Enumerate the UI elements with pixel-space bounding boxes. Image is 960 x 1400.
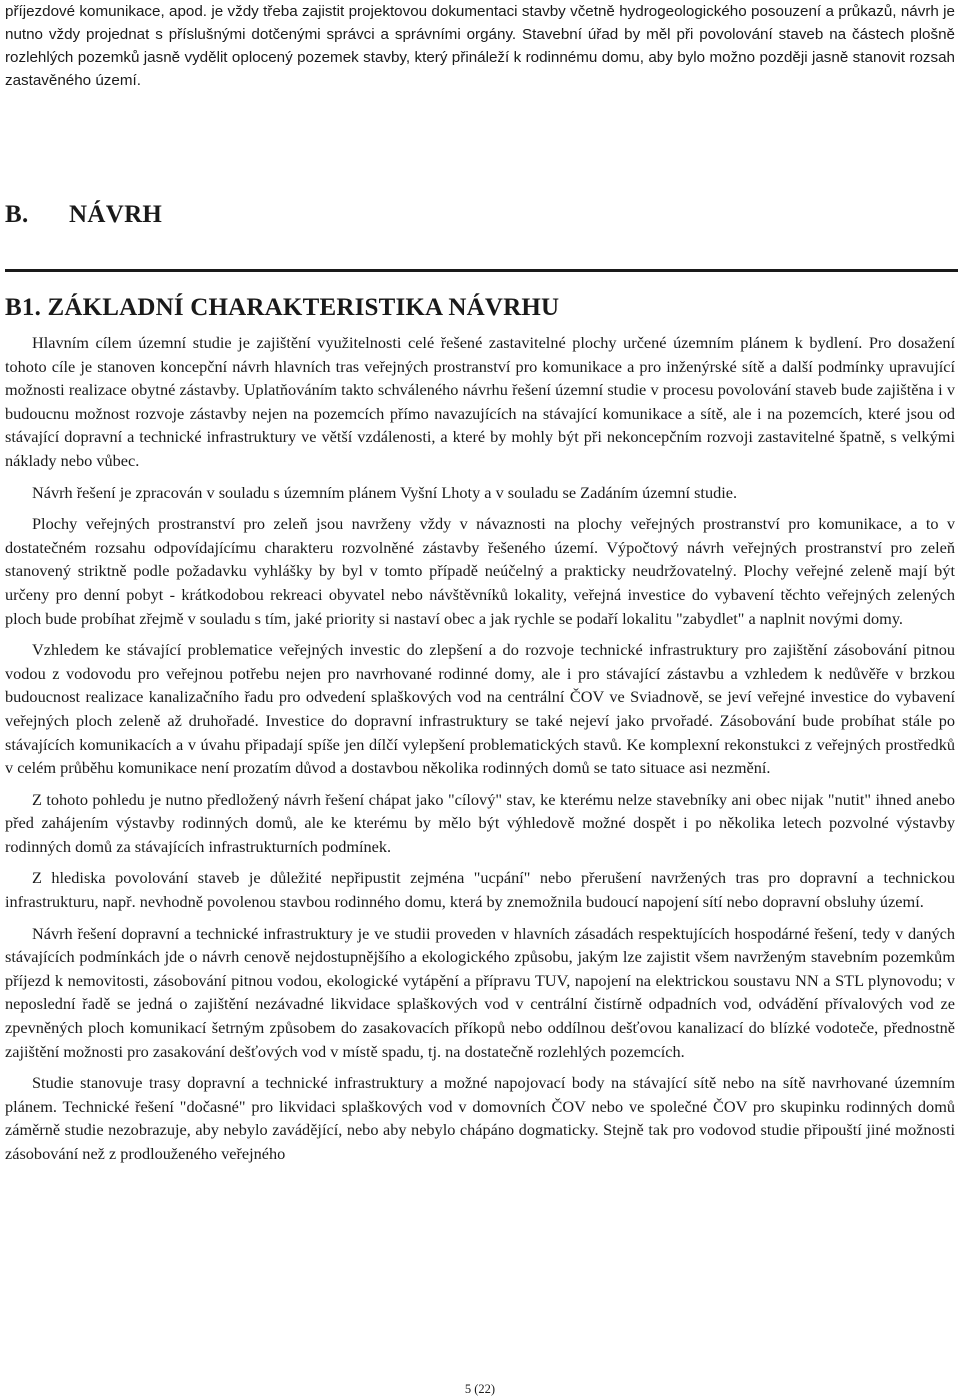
section-number: B. (5, 201, 29, 228)
body-text (5, 331, 955, 1174)
paragraph: Návrh řešení dopravní a technické infrastruktury je ve studii proveden v hlavních zásadách respektujících hospodárné řešení, tedy v daných stávajících podmínkách jde o návrh cenově nejdostupnějšího a ekologického způsobu, jakým lze zajistit všem navrženým stavebním pozemkům příjezd k nemovitosti, zásobování pitnou vodou, ekologické vytápění a přípravu TUV, napojení na elektrickou soustavu NN a STL plynovodu; v neposlední řadě se jedná o zajištění nezávadné likvidace splaškových vod v centrální čistírně odpadních vod, odvádění přívalových vod ze zpevněných ploch komunikací šetrným způsobem do zasakovacích příkopů nebo oddílnou dešťovou kanalizací do blízké vodoteče, přednostně zajištění možnosti pro zasakování dešťových vod v místě spadu, tj. na dostatečně rozlehlých pozemcích. (5, 923, 955, 1061)
section-title: NÁVRH (69, 201, 163, 228)
paragraph: Studie stanovuje trasy dopravní a technické infrastruktury a možné napojovací body na stávající sítě nebo na sítě navrhované územním plánem. Technické řešení "dočasné" pro likvidaci splaškových vod v domovních ČOV nebo ve společné ČOV pro skupinku rodinných domů záměrně studie nezobrazuje, aby nebylo zavádějící, nebo aby nebylo chápáno dogmaticky. Stejně tak pro vodovod studie připouští jiné možnosti zásobování než z prodlouženého veřejného (5, 1073, 955, 1163)
paragraph: Z hlediska povolování staveb je důležité nepřipustit zejména "ucpání" nebo přerušení navržených tras pro dopravní a technickou infrastrukturu, např. nevhodně povolenou stavbou rodinného domu, která by znemožnila budoucí napojení sítí nebo dopravní obsluhy území. (5, 868, 955, 912)
section-heading-b (5, 201, 162, 229)
section-divider (5, 269, 958, 272)
intro-paragraph: příjezdové komunikace, apod. je vždy třeba zajistit projektovou dokumentaci stavby včetně hydrogeologického posouzení a průkazů, návrh je nutno vždy projednat s příslušnými dotčenými správci a správními orgány. Stavební úřad by měl při povolování staveb na částech plošně rozlehlých pozemků jasně vydělit oplocený pozemek stavby, který přináleží k rodinnému domu, aby bylo možno později jasně stanovit rozsah zastavěného území. (5, 3, 955, 89)
paragraph: Hlavním cílem územní studie je zajištění využitelnosti celé řešené zastavitelné plochy určené územním plánem k bydlení. Pro dosažení tohoto cíle je stanoven koncepční návrh hlavních tras veřejných prostranství pro komunikace a pro inženýrské sítě a další podmínky upravující možnosti realizace obytné zástavby. Uplatňováním takto schváleného návrhu řešení územní studie v procesu povolování staveb bude zajištěna i v budoucnu možnost rozvoje zástavby nejen na pozemcích přímo navazujících na stávající komunikace a sítě, ale i na pozemcích, které jsou od stávající dopravní a technické infrastruktury ve větší vzdálenosti, a které by mohly být při nekoncepčním rozvoji zastavitelné špatně, s velkými náklady nebo vůbec. (5, 333, 955, 470)
paragraph: Návrh řešení je zpracován v souladu s územním plánem Vyšní Lhoty a v souladu se Zadáním územní studie. (32, 482, 738, 502)
document-page (5, 0, 955, 1400)
paragraph: Z tohoto pohledu je nutno předložený návrh řešení chápat jako "cílový" stav, ke kterému nelze stavebníky ani obec nijak "nutit" ihned anebo před zahájením výstavby rodinných domů, ale ke kterému by mělo být výhledově možné dospět i po několika letech pozvolné výstavby rodinných domů za stávajících infrastrukturních podmínek. (5, 789, 955, 856)
page-number: 5 (22) (464, 1382, 496, 1396)
paragraph: Plochy veřejných prostranství pro zeleň jsou navrženy vždy v návaznosti na plochy veřejných prostranství pro komunikace, a to v dostatečném rozsahu odpovídajícímu charakteru rozvolněné zástavby řešeného území. Výpočtový návrh veřejných prostranství pro zeleň stanovený striktně podle požadavku vyhlášky by byl v tomto případě neúčelný a prakticky neudržovatelný. Plochy veřejné zeleně mají být určeny pro denní pobyt - krátkodobou rekreaci obyvatel nebo návštěvníků lokality, veřejná investice do vybavení těchto veřejných zelených ploch bude probíhat zřejmě v souladu s tím, jaké priority si nastaví obec a jak rychle se podaří lokalitu "zabydlet" a naplnit novými domy. (5, 514, 955, 628)
subsection-heading-b1: B1. ZÁKLADNÍ CHARAKTERISTIKA NÁVRHU (5, 294, 560, 321)
paragraph: Vzhledem ke stávající problematice veřejných investic do zlepšení a do rozvoje technické infrastruktury pro zajištění zásobování pitnou vodou z vodovodu pro veřejnou potřebu nejen pro navrhované rodinné domy, ale i pro stávající zástavbu a vzhledem k nedůvěře v brzkou budoucnost realizace kanalizačního řadu pro odvedení splaškových vod na centrální ČOV ve Sviadnově, se jeví veřejné investice do vybavení veřejných ploch zeleně až druhořadé. Investice do dopravní infrastruktury se také nejeví jako prvořadé. Zásobování bude probíhat stále po stávajících komunikacích a v úvahu připadají spíše jen dílčí vylepšení problematických stavů. Ke komplexní rekonstukci z veřejných prostředků v celém průběhu komunikace není prozatím důvod a dostavbou několika rodinných domů se tato situace asi nezmění. (5, 640, 955, 778)
